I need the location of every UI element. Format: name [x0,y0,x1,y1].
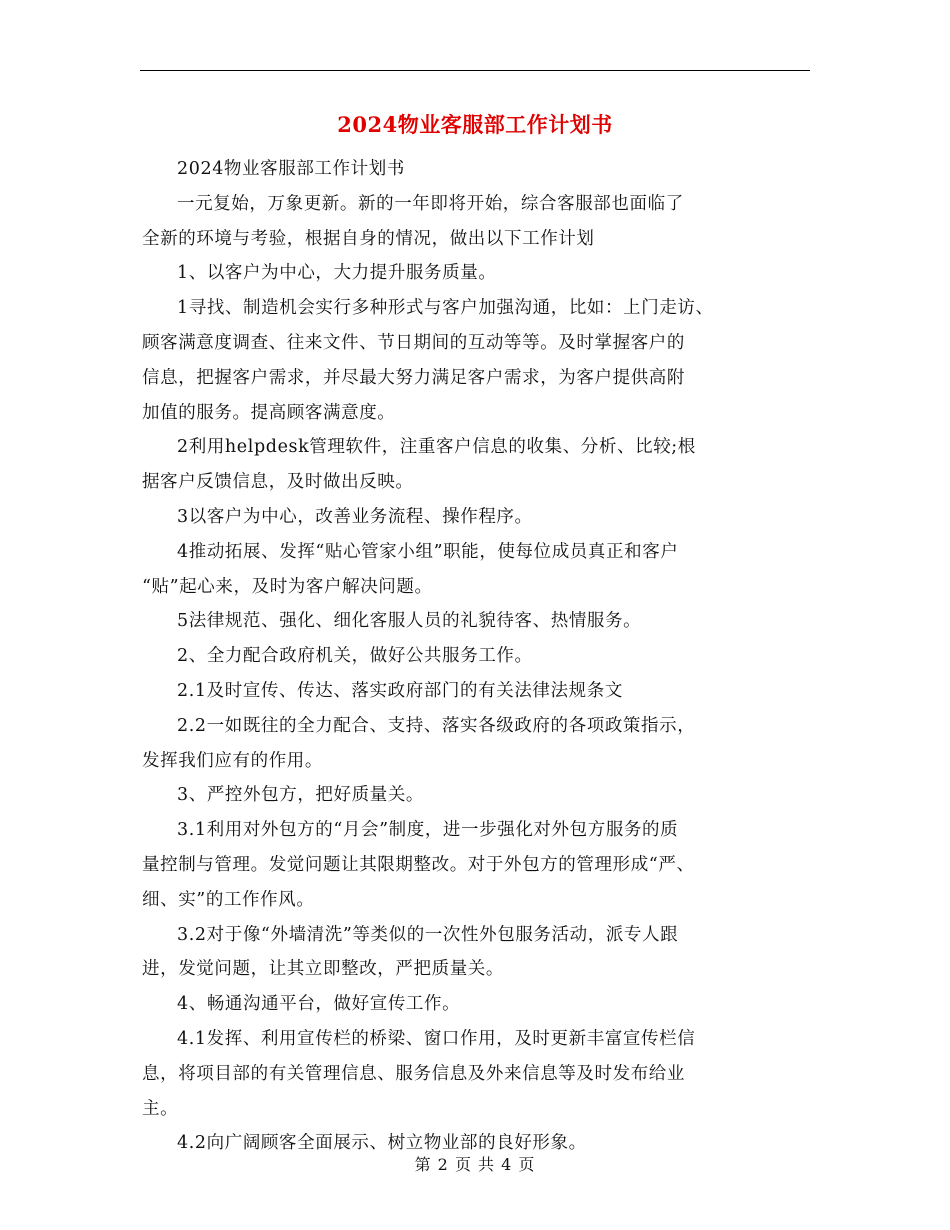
paragraph: 3.1利用对外包方的“月会”制度，进一步强化对外包方服务的质 量控制与管理。发觉问题让其限期整改。对于外包方的管理形成“严、 细、实”的工作作风。 [142,820,695,910]
section-heading: 4、畅通沟通平台，做好宣传工作。 [177,994,461,1015]
paragraph: 2利用helpdesk管理软件，注重客户信息的收集、分析、比较;根 据客户反馈信息，及时做出反映。 [142,437,696,493]
paragraph: 1寻找、制造机会实行多种形式与客户加强沟通，比如：上门走访、 顾客满意度调查、往来文件、节日期间的互动等等。及时掌握客户的 信息，把握客户需求，并尽最大努力满足客户需求，为客户提供高附 加值的服务。提高顾客满意度。 [142,298,714,423]
document-body [142,152,824,1161]
paragraph: 2.2一如既往的全力配合、支持、落实各级政府的各项政策指示， 发挥我们应有的作用。 [142,715,696,771]
section-heading: 1、以客户为中心，大力提升服务质量。 [177,263,497,284]
section-heading: 3、严控外包方，把好质量关。 [177,785,425,806]
paragraph: 4.1发挥、利用宣传栏的桥梁、窗口作用，及时更新丰富宣传栏信 息，将项目部的有关管理信息、服务信息及外来信息等及时发布给业 主。 [142,1028,696,1119]
paragraph: 一元复始，万象更新。新的一年即将开始，综合客服部也面临了 全新的环境与考验，根据自身的情况，做出以下工作计划 [142,193,684,249]
section-heading: 2、全力配合政府机关，做好公共服务工作。 [177,646,533,667]
paragraph: 2024物业客服部工作计划书 [177,159,405,179]
paragraph: 3以客户为中心，改善业务流程、操作程序。 [177,506,533,527]
paragraph: 3.2对于像“外墙清洗”等类似的一次性外包服务活动，派专人跟 进，发觉问题，让其立即整改，严把质量关。 [142,924,679,980]
header-rule [140,70,810,71]
page-number-footer: 第 2 页 共 4 页 [414,1155,536,1174]
paragraph: 2.1及时宣传、传达、落实政府部门的有关法律法规条文 [177,680,623,701]
paragraph: 4推动拓展、发挥“贴心管家小组”职能，使每位成员真正和客户 “贴”起心来，及时为客户解决问题。 [142,541,679,597]
document-title: 2024物业客服部工作计划书 [337,112,613,137]
paragraph: 4.2向广阔顾客全面展示、树立物业部的良好形象。 [177,1133,587,1154]
paragraph: 5法律规范、强化、细化客服人员的礼貌待客、热情服务。 [177,611,642,632]
